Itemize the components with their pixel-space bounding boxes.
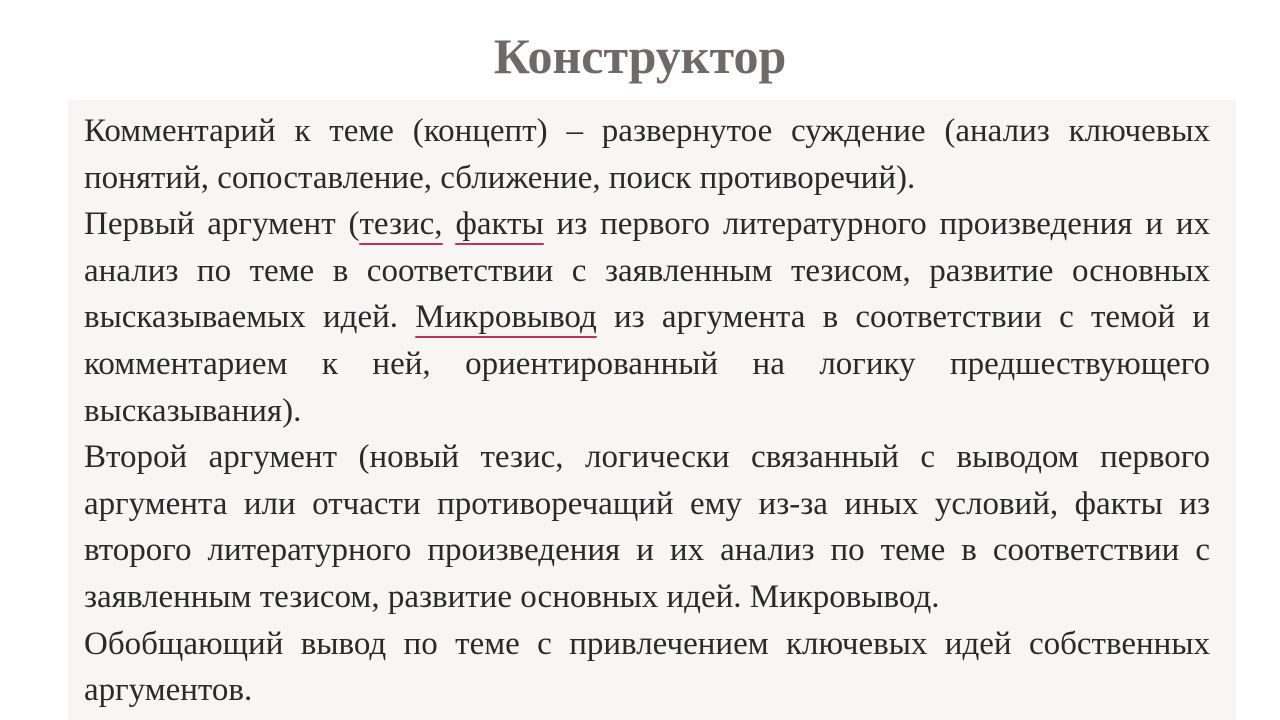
underlined-microconclusion: Микровывод [415,299,597,336]
first-argument-ending: из аргумента в соответствии с темой и комментарием к ней, ориентированный на логику предшествующего высказывания). [84,299,1210,429]
paragraph-second-argument: Второй аргумент (новый тезис, логически связанный с выводом первого аргумента или отчасти противоречащий ему из-за иных условий, факты из второго литературного произведения и их анализ по теме в соответствии с заявленным тезисом, развитие основных идей. Микровывод. [84,439,1210,615]
underlined-facts: факты [455,206,544,243]
first-argument-intro: Первый аргумент ( [84,206,360,243]
first-argument-space [443,206,456,242]
paragraph-conclusion: Обобщающий вывод по теме с привлечением ключевых идей собственных аргументов. [84,625,1210,709]
document-text [84,108,1210,714]
underlined-thesis: тезис, [359,206,443,243]
slide-title: Конструктор [493,28,787,84]
first-argument-body: из первого литературного произведения и их анализ по теме в соответствии с заявленным тезисом, развитие основных высказываемых идей. [84,206,1211,336]
paragraph-commentary: Комментарий к теме (концепт) – развернутое суждение (анализ ключевых понятий, сопоставление, сближение, поиск противоречий). [84,113,1210,196]
paragraph-first-argument [84,201,1210,434]
scanned-document [68,100,1236,720]
